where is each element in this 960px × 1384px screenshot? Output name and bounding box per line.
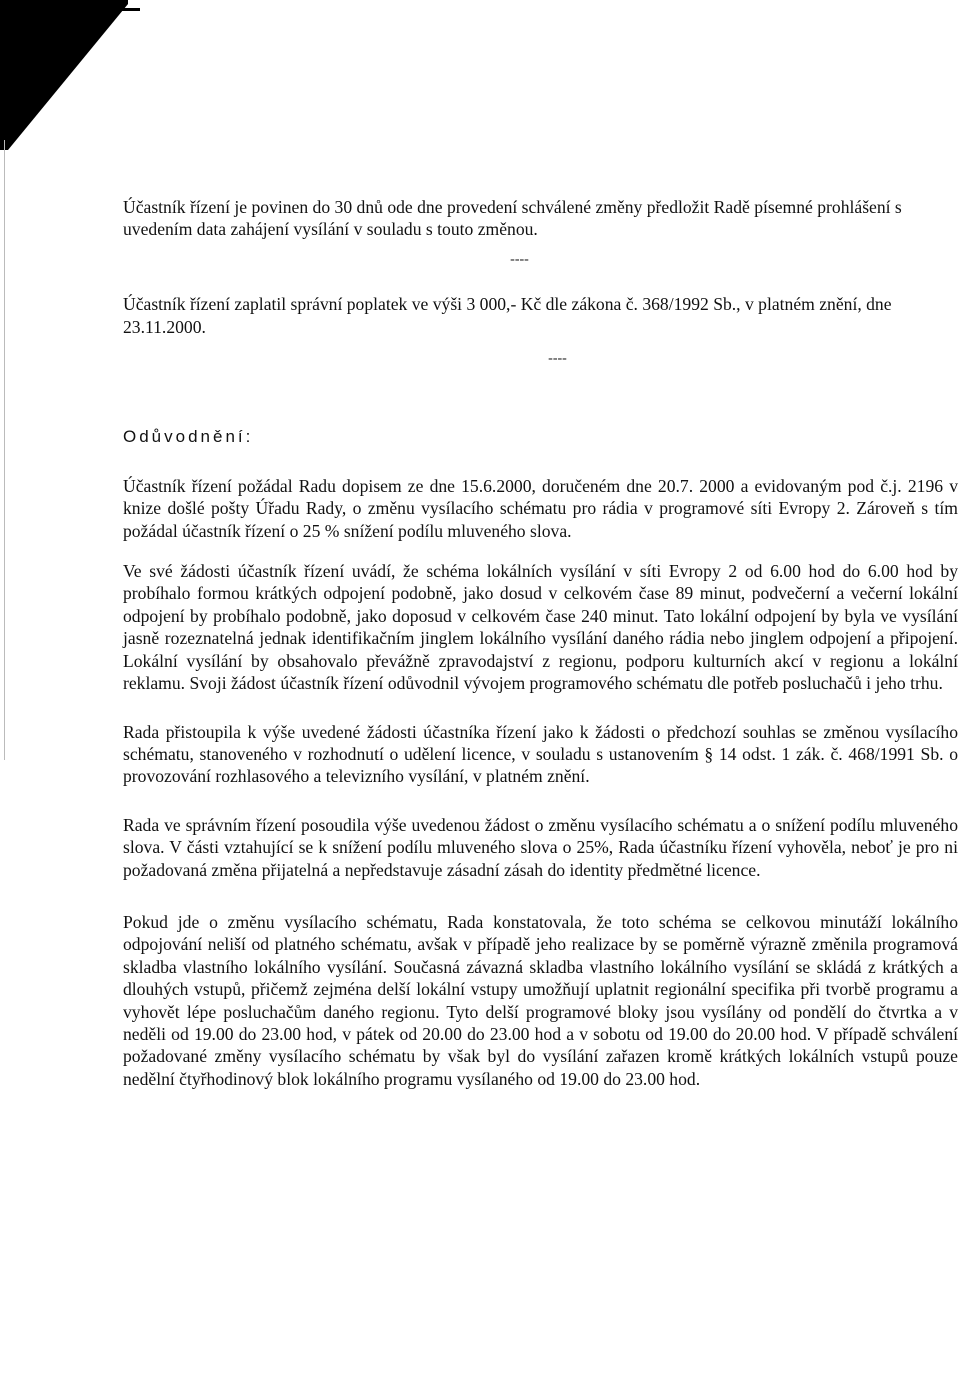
- document-body: [123, 196, 958, 1090]
- scan-edge-line: [4, 140, 5, 760]
- paragraph-conclusion: Pokud jde o změnu vysílacího schématu, Rada konstatovala, že toto schéma se celkovou minutáží lokálního odpojování neliší od platného schématu, avšak v případě jeho realizace by se poměrně výrazně změnila programová skladba vlastního lokálního vysílání. Současná závazná skladba vlastního lokálního vysílání se skládá z krátkých a dlouhých vstupů, přičemž zejména delší lokální vstupy umožňují uplatnit regionální specifika při tvorbě programu a vyhovět lépe posluchačům daného regionu. Tyto delší programové bloky jsou vysílány od pondělí do čtvrtka a v neděli od 19.00 do 23.00 hod, v pátek od 20.00 do 23.00 hod a v sobotu od 19.00 do 20.00 hod. V případě schválení požadované změny vysílacího schématu by však byl do vysílání zařazen kromě krátkých lokálních vstupů pouze nedělní čtyřhodinový blok lokálního programu vysílaného od 19.00 do 23.00 hod.: [123, 911, 958, 1089]
- paragraph-schema: Ve své žádosti účastník řízení uvádí, že schéma lokálních vysílání v síti Evropy 2 od 6.00 hod do 6.00 hod by probíhalo formou krátkých odpojení podobně, jako dosud v celkovém čase 89 minut, podvečerní a večerní lokální odpojení by probíhalo podobně, jako doposud v celkovém čase 240 minut. Tato lokální odpojení by byla ve vysílání jasně rozeznatelná jednak identifikačním jinglem lokálního vysílání daného rádia nebo jinglem odpojení a připojení. Lokální vysílání by obsahovalo převážně zpravodajství z regionu, podporu kulturních akcí v regionu a lokální reklamu. Svoji žádost účastník řízení odůvodnil vývojem programového schématu dle potřeb posluchačů i jeho trhu.: [123, 561, 958, 694]
- paragraph-approach: Rada přistoupila k výše uvedené žádosti účastníka řízení jako k žádosti o předchozí souhlas se změnou vysílacího schématu, stanoveného v rozhodnutí o udělení licence, v souladu s ustanovením § 14 odst. 1 zák. č. 468/1991 Sb. o provozování rozhlasového a televizního vysílání, v platném znění.: [123, 721, 958, 787]
- separator-2: ----: [548, 351, 567, 367]
- scan-corner-mark: [0, 0, 140, 160]
- paragraph-request: Účastník řízení požádal Radu dopisem ze dne 15.6.2000, doručeném dne 20.7. 2000 a evidovaným pod č.j. 2196 v knize došlé pošty Úřadu Rady, o změnu vysílacího schématu pro rádia v programové síti Evropy 2. Zároveň s tím požádal účastník řízení o 25 % snížení podílu mluveného slova.: [123, 475, 958, 541]
- paragraph-assessment: Rada ve správním řízení posoudila výše uvedenou žádost o změnu vysílacího schématu a o snížení podílu mluveného slova. V části vztahující se k snížení podílu mluveného slova o 25%, Rada účastníku řízení vyhověla, neboť je pro ni požadovaná změna přijatelná a nepředstavuje zásadní zásah do identity předmětné licence.: [123, 814, 958, 880]
- paragraph-obligation: Účastník řízení je povinen do 30 dnů ode dne provedení schválené změny předložit Radě písemné prohlášení s uvedením data zahájení vysílání v souladu s touto změnou.: [123, 197, 902, 240]
- section-heading: Odůvodnění:: [123, 427, 254, 447]
- separator-1: ----: [510, 251, 529, 267]
- scan-corner-shape: [0, 0, 140, 160]
- paragraph-fee: Účastník řízení zaplatil správní poplatek ve výši 3 000,- Kč dle zákona č. 368/1992 Sb., v platném znění, dne 23.11.2000.: [123, 294, 892, 337]
